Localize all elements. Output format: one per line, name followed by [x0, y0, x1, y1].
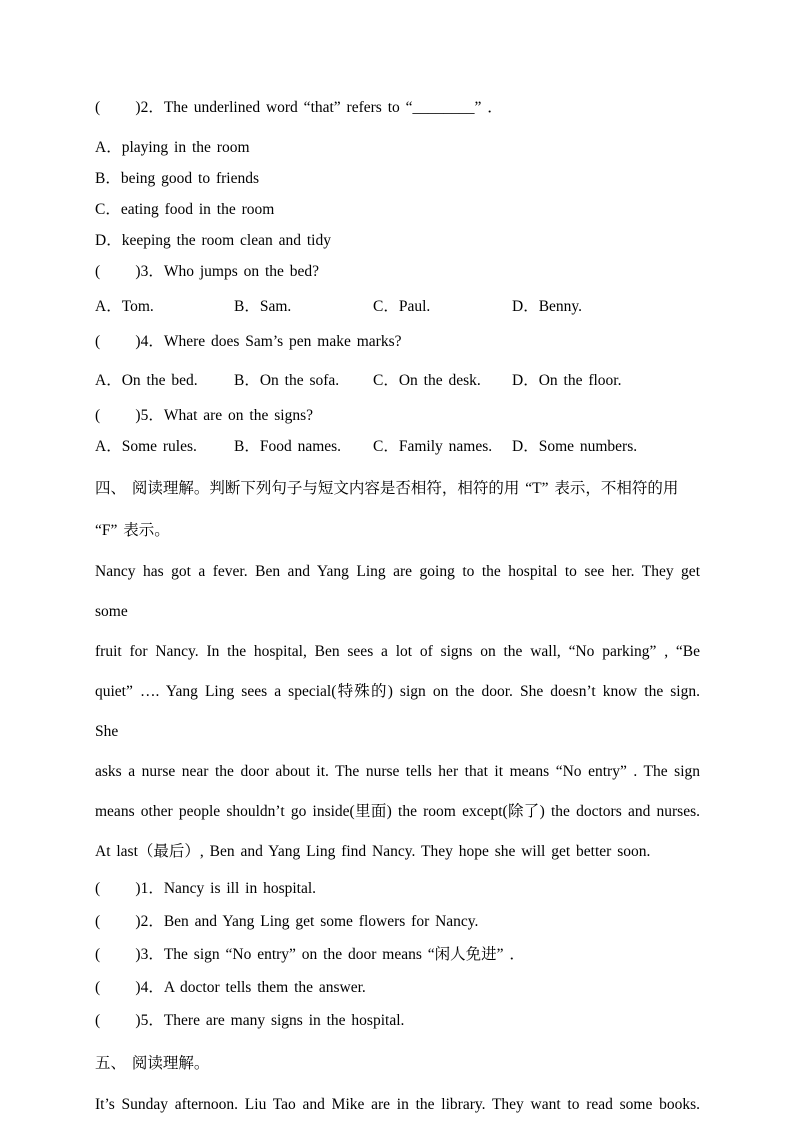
question-4-option-d: D．On the floor. [512, 372, 622, 389]
section-4-heading-line-2: “F” 表示。 [95, 522, 170, 539]
section-5-passage-line: It’s Sunday afternoon. Liu Tao and Mike are in the library. They want to read some books. [95, 1096, 700, 1113]
question-4-option-b: B．On the sofa. [234, 372, 340, 389]
section-4-passage [95, 552, 700, 872]
question-2-option-a: A．playing in the room [95, 139, 250, 156]
question-2: ( )2．The underlined word “that” refers to “________” ． [95, 99, 503, 116]
passage-line: fruit for Nancy. In the hospital, Ben sees a lot of signs on the wall, “No parking” , “Be [95, 643, 700, 660]
passage-line: At last（最后）, Ben and Yang Ling find Nancy. They hope she will get better soon. [95, 843, 651, 860]
passage-line: means other people shouldn’t go inside(里面) the room except(除了) the doctors and nurses. [95, 803, 700, 820]
question-5-option-d: D．Some numbers. [512, 438, 638, 455]
tf-item-5: ( )5．There are many signs in the hospital. [95, 1012, 405, 1029]
question-2-option-c: C．eating food in the room [95, 201, 275, 218]
question-5: ( )5．What are on the signs? [95, 407, 313, 424]
question-3-option-c: C．Paul. [373, 298, 431, 315]
question-3: ( )3．Who jumps on the bed? [95, 263, 320, 280]
question-2-option-b: B．being good to friends [95, 170, 259, 187]
question-3-options-row [95, 291, 700, 322]
question-5-options-row [95, 431, 700, 462]
section-5-heading: 五、 阅读理解。 [95, 1055, 210, 1072]
question-4: ( )4．Where does Sam’s pen make marks? [95, 333, 402, 350]
question-5-option-b: B．Food names. [234, 438, 342, 455]
question-5-option-c: C．Family names. [373, 438, 493, 455]
question-3-option-d: D．Benny. [512, 298, 583, 315]
passage-line: Nancy has got a fever. Ben and Yang Ling are going to the hospital to see her. They get some [95, 563, 700, 620]
tf-item-3: ( )3．The sign “No entry” on the door means “闲人免进” ． [95, 946, 525, 963]
section-4-heading-line-1: 四、 阅读理解。判断下列句子与短文内容是否相符，相符的用 “T” 表示，不相符的用 [95, 480, 679, 497]
passage-line: asks a nurse near the door about it. The nurse tells her that it means “No entry” . The sign [95, 763, 700, 780]
tf-item-2: ( )2．Ben and Yang Ling get some flowers for Nancy. [95, 913, 479, 930]
passage-line: quiet” …. Yang Ling sees a special(特殊的) sign on the door. She doesn’t know the sign. She [95, 683, 700, 740]
tf-item-1: ( )1．Nancy is ill in hospital. [95, 880, 317, 897]
tf-item-4: ( )4．A doctor tells them the answer. [95, 979, 366, 996]
question-2-option-d: D．keeping the room clean and tidy [95, 232, 331, 249]
question-4-option-c: C．On the desk. [373, 372, 481, 389]
question-5-option-a: A．Some rules. [95, 438, 197, 455]
question-4-option-a: A．On the bed. [95, 372, 198, 389]
question-4-options-row [95, 365, 700, 396]
question-3-option-a: A．Tom. [95, 298, 154, 315]
question-3-option-b: B．Sam. [234, 298, 292, 315]
